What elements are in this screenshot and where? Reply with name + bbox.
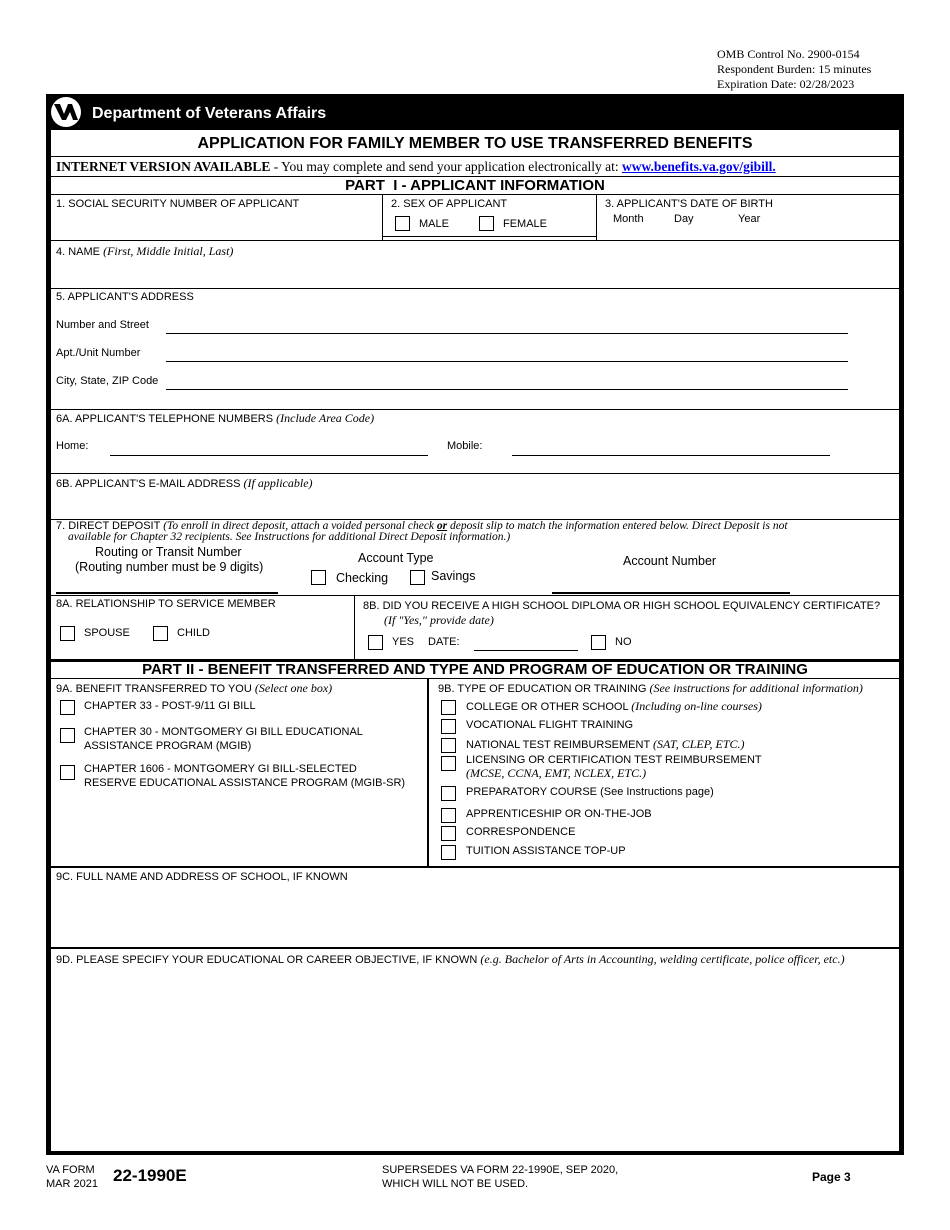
mobile-label: Mobile: [447, 440, 483, 452]
routing-label: Routing or Transit Number [95, 545, 242, 559]
apprentice-label: APPRENTICESHIP OR ON-THE-JOB [466, 808, 652, 820]
b9d-label [56, 953, 845, 967]
sex-label: 2. SEX OF APPLICANT [391, 198, 508, 210]
ch1606-checkbox[interactable] [60, 765, 75, 780]
college-hint: (Including on-line courses) [631, 699, 762, 713]
divider [51, 678, 899, 679]
email-label-text: 6B. APPLICANT'S E-MAIL ADDRESS [56, 478, 241, 490]
gibill-link[interactable]: www.benefits.va.gov/gibill. [622, 159, 776, 174]
dd-hint-a: (To enroll in direct deposit, attach a voided personal check [163, 520, 437, 532]
agency-name: Department of Veterans Affairs [92, 105, 327, 122]
email-hint: (If applicable) [243, 476, 313, 490]
spouse-checkbox[interactable] [60, 626, 75, 641]
footer-va-form: VA FORM [46, 1164, 95, 1176]
licensing-hint-line [466, 767, 646, 780]
child-checkbox[interactable] [153, 626, 168, 641]
objective-field[interactable] [54, 970, 896, 1148]
divider [51, 288, 899, 289]
savings-label: Savings [431, 569, 476, 583]
checking-label: Checking [336, 571, 389, 585]
apt-label: Apt./Unit Number [56, 347, 141, 359]
omb-expiration: Expiration Date: 02/28/2023 [717, 77, 855, 91]
apprentice-checkbox[interactable] [441, 808, 456, 823]
ch33-label: CHAPTER 33 - POST-9/11 GI BILL [84, 700, 256, 712]
prep-checkbox[interactable] [441, 786, 456, 801]
phone-hint: (Include Area Code) [276, 411, 375, 425]
city-label: City, State, ZIP Code [56, 375, 159, 387]
divider [51, 595, 899, 596]
account-number-label: Account Number [623, 554, 717, 568]
email-field[interactable] [54, 492, 896, 518]
dd-hint-b: deposit slip to match the information entered below. Direct Deposit is not [447, 520, 788, 532]
male-label: MALE [419, 218, 449, 230]
savings-checkbox[interactable] [410, 570, 425, 585]
divider [51, 473, 899, 474]
ch30-checkbox[interactable] [60, 728, 75, 743]
ch30-label-a: CHAPTER 30 - MONTGOMERY GI BILL EDUCATIONAL [84, 726, 363, 738]
routing-note: (Routing number must be 9 digits) [75, 560, 264, 574]
hs-date-input[interactable] [474, 650, 578, 651]
male-checkbox[interactable] [395, 216, 410, 231]
ssn-label: 1. SOCIAL SECURITY NUMBER OF APPLICANT [56, 198, 300, 210]
address-label: 5. APPLICANT'S ADDRESS [56, 291, 194, 303]
dd-hint-c: available for Chapter 32 recipients. See Instructions for additional Direct Deposit information.) [68, 531, 511, 543]
email-label [56, 477, 313, 491]
hs-hint-text: (If "Yes," provide date) [384, 613, 494, 627]
spouse-label: SPOUSE [84, 627, 130, 639]
national-hint: (SAT, CLEP, ETC.) [653, 737, 745, 751]
flight-label: VOCATIONAL FLIGHT TRAINING [466, 719, 634, 731]
name-label [56, 245, 233, 259]
dob-month-label: Month [613, 213, 644, 225]
street-label: Number and Street [56, 319, 149, 331]
omb-info [717, 47, 871, 92]
female-label: FEMALE [503, 218, 548, 230]
b9d-label-text: 9D. PLEASE SPECIFY YOUR EDUCATIONAL OR CAREER OBJECTIVE, IF KNOWN [56, 954, 478, 966]
b9a-label [56, 682, 332, 696]
licensing-checkbox[interactable] [441, 756, 456, 771]
part2-title: PART II - BENEFIT TRANSFERRED AND TYPE AND PROGRAM OF EDUCATION OR TRAINING [142, 661, 808, 678]
school-field[interactable] [54, 886, 896, 944]
college-checkbox[interactable] [441, 700, 456, 715]
divider [382, 236, 596, 237]
college-text: COLLEGE OR OTHER SCHOOL [466, 701, 629, 713]
tuition-checkbox[interactable] [441, 845, 456, 860]
ch1606-label-b: RESERVE EDUCATIONAL ASSISTANCE PROGRAM (MGIB-SR) [84, 777, 406, 789]
college-label [466, 700, 762, 714]
omb-control: OMB Control No. 2900-0154 [717, 47, 860, 61]
footer-supersedes-a: SUPERSEDES VA FORM 22-1990E, SEP 2020, [382, 1164, 619, 1176]
ch33-checkbox[interactable] [60, 700, 75, 715]
divider [51, 240, 899, 241]
yes-label: YES [392, 636, 415, 648]
b9c-label: 9C. FULL NAME AND ADDRESS OF SCHOOL, IF KNOWN [56, 871, 348, 883]
date-label: DATE: [428, 636, 460, 648]
dd-hint-line2 [68, 531, 510, 543]
city-input[interactable] [166, 389, 848, 390]
female-checkbox[interactable] [479, 216, 494, 231]
internet-text: - You may complete and send your application electronically at: [270, 159, 622, 174]
hs-label: 8B. DID YOU RECEIVE A HIGH SCHOOL DIPLOMA OR HIGH SCHOOL EQUIVALENCY CERTIFICATE? [363, 600, 881, 612]
hs-no-checkbox[interactable] [591, 635, 606, 650]
divider [354, 595, 355, 660]
footer-form-number: 22-1990E [113, 1166, 187, 1185]
hs-yes-checkbox[interactable] [368, 635, 383, 650]
checking-checkbox[interactable] [311, 570, 326, 585]
footer-page: Page 3 [812, 1170, 851, 1184]
form-title: APPLICATION FOR FAMILY MEMBER TO USE TRANSFERRED BENEFITS [197, 135, 753, 152]
flight-checkbox[interactable] [441, 719, 456, 734]
mobile-phone-input[interactable] [512, 455, 830, 456]
part1-title: PART I - APPLICANT INFORMATION [345, 177, 605, 194]
internet-notice [56, 159, 776, 175]
phone-label-text: 6A. APPLICANT'S TELEPHONE NUMBERS [56, 413, 274, 425]
va-logo-icon [48, 96, 84, 128]
b9b-label [438, 682, 863, 696]
account-type-label: Account Type [358, 551, 434, 565]
omb-burden: Respondent Burden: 15 minutes [717, 62, 872, 76]
ssn-field[interactable] [54, 212, 380, 238]
b9b-label-text: 9B. TYPE OF EDUCATION OR TRAINING [438, 683, 647, 695]
dob-label: 3. APPLICANT'S DATE OF BIRTH [605, 198, 773, 210]
child-label: CHILD [177, 627, 211, 639]
name-field[interactable] [54, 260, 896, 286]
divider [51, 194, 899, 195]
national-label [466, 738, 745, 752]
dob-day-label: Day [674, 213, 694, 225]
b9b-hint: (See instructions for additional information) [649, 681, 863, 695]
divider [51, 866, 899, 868]
divider [51, 409, 899, 410]
dd-label-text: 7. DIRECT DEPOSIT [56, 520, 161, 532]
ch1606-label-a: CHAPTER 1606 - MONTGOMERY GI BILL-SELECTED [84, 763, 357, 775]
apt-input[interactable] [166, 361, 848, 362]
routing-input[interactable] [56, 592, 278, 594]
no-label: NO [615, 636, 632, 648]
ch30-label-b: ASSISTANCE PROGRAM (MGIB) [84, 740, 252, 752]
divider [51, 947, 899, 949]
b9a-label-text: 9A. BENEFIT TRANSFERRED TO YOU [56, 683, 252, 695]
b9a-hint: (Select one box) [254, 681, 333, 695]
licensing-label: LICENSING OR CERTIFICATION TEST REIMBURSEMENT [466, 754, 762, 766]
footer-date: MAR 2021 [46, 1178, 98, 1190]
b9d-hint: (e.g. Bachelor of Arts in Accounting, welding certificate, police officer, etc.) [480, 952, 845, 966]
licensing-hint: (MCSE, CCNA, EMT, NCLEX, ETC.) [466, 766, 647, 780]
hs-hint [384, 614, 494, 627]
correspondence-label: CORRESPONDENCE [466, 826, 576, 838]
name-hint: (First, Middle Initial, Last) [103, 244, 234, 258]
account-number-input[interactable] [552, 592, 790, 594]
footer-supersedes-b: WHICH WILL NOT BE USED. [382, 1178, 529, 1190]
tuition-label: TUITION ASSISTANCE TOP-UP [466, 845, 626, 857]
divider [382, 194, 383, 240]
relationship-label: 8A. RELATIONSHIP TO SERVICE MEMBER [56, 598, 276, 610]
divider [51, 156, 899, 157]
national-text: NATIONAL TEST REIMBURSEMENT [466, 739, 650, 751]
phone-label [56, 412, 374, 426]
national-checkbox[interactable] [441, 738, 456, 753]
divider [596, 194, 597, 240]
dob-year-label: Year [738, 213, 761, 225]
name-label-text: 4. NAME [56, 246, 101, 258]
divider [427, 678, 429, 867]
home-phone-input[interactable] [110, 455, 428, 456]
dd-hint-or: or [436, 520, 448, 532]
home-label: Home: [56, 440, 89, 452]
correspondence-checkbox[interactable] [441, 826, 456, 841]
prep-label: PREPARATORY COURSE (See Instructions page) [466, 786, 714, 798]
street-input[interactable] [166, 333, 848, 334]
internet-bold: INTERNET VERSION AVAILABLE [56, 159, 271, 174]
